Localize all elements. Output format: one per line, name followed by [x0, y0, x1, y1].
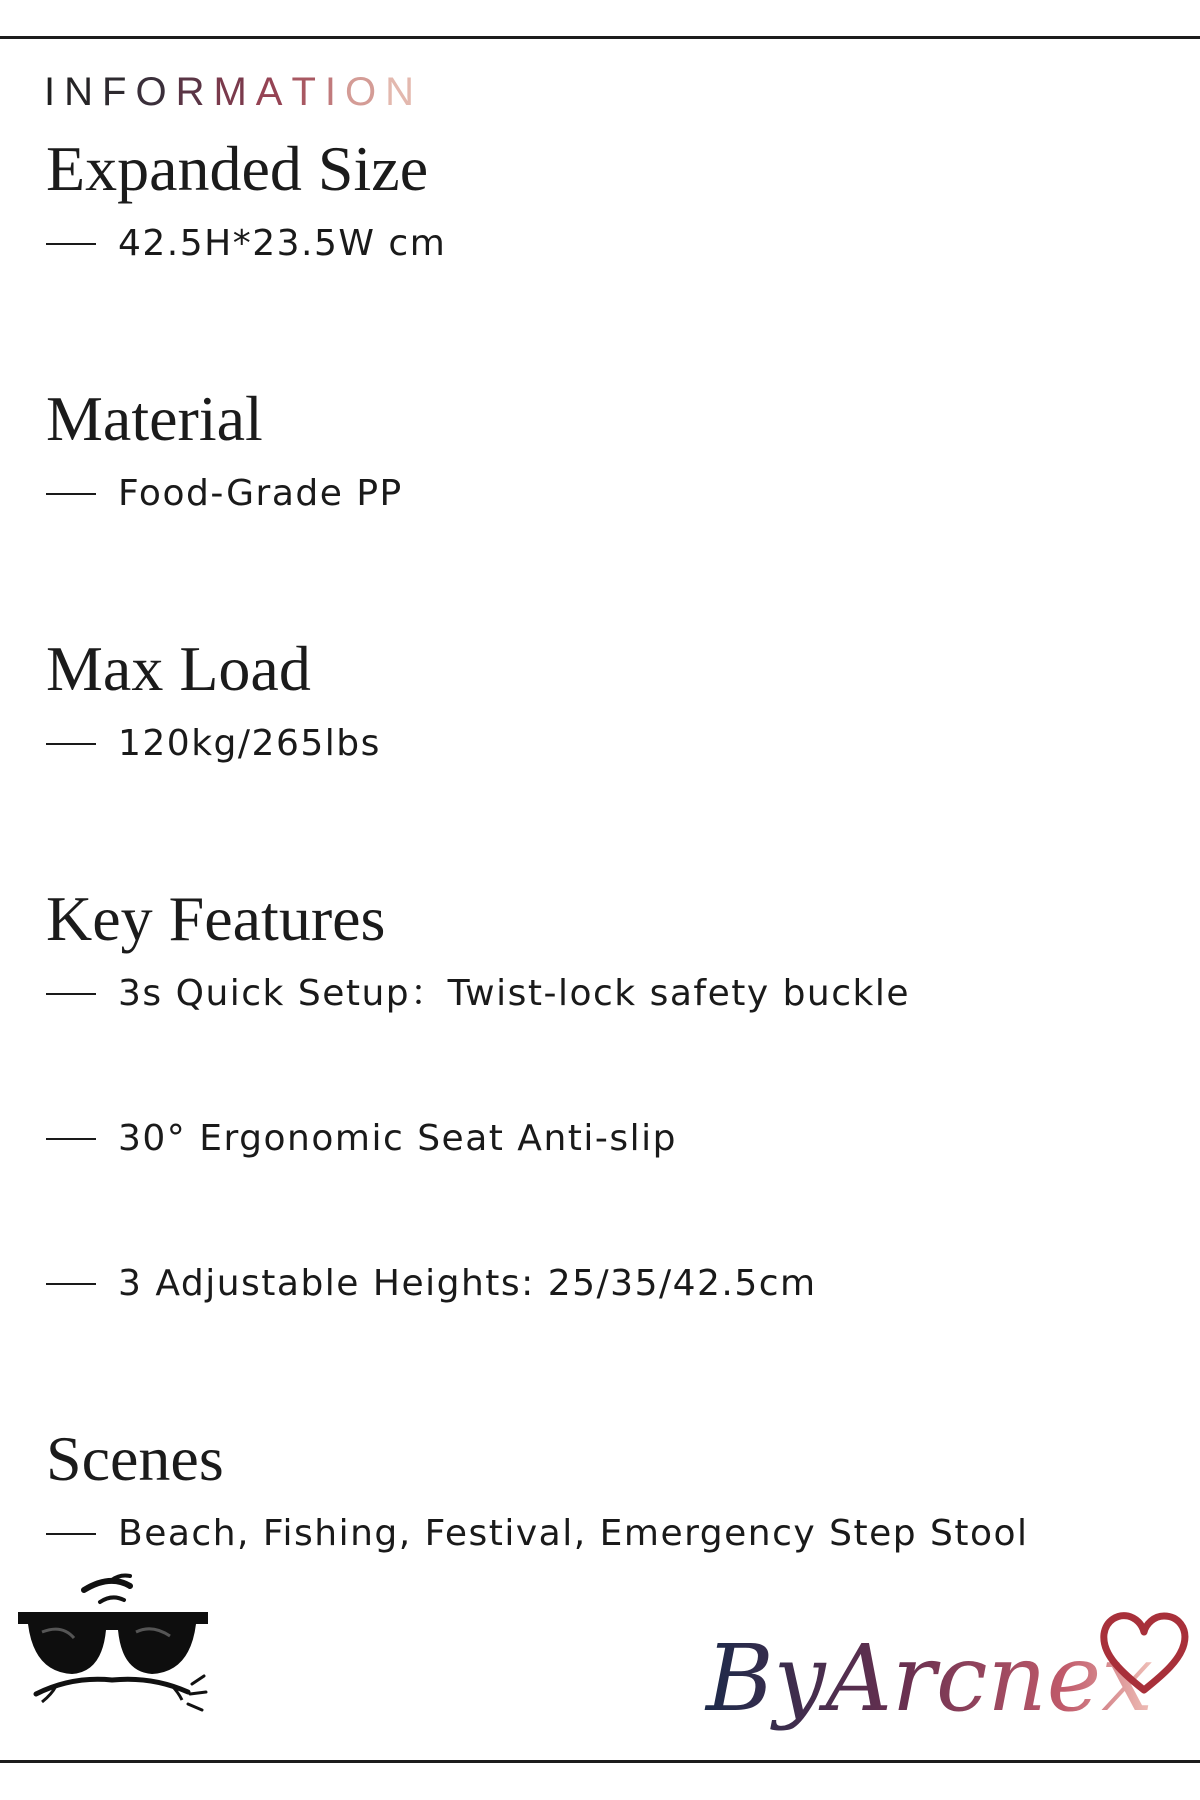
feature-text: 3s Quick Setup：Twist-lock safety buckle: [118, 973, 911, 1014]
section-expanded-size: [46, 132, 446, 266]
feature-item: [46, 1262, 910, 1306]
information-kicker: [44, 68, 423, 116]
section-material: [46, 382, 403, 516]
section-scenes: [46, 1422, 1029, 1556]
kicker-letter: I: [44, 70, 65, 114]
spec-item: [46, 1512, 1029, 1556]
spec-item: [46, 722, 381, 766]
section-heading: Expanded Size: [46, 133, 429, 204]
dash-icon: [46, 1138, 96, 1140]
bottom-divider: [0, 1760, 1200, 1763]
section-heading: Max Load: [46, 633, 311, 704]
spec-text: 42.5H*23.5W cm: [118, 223, 447, 264]
section-heading: Scenes: [46, 1423, 224, 1494]
section-heading: Key Features: [46, 883, 386, 954]
top-divider: [0, 36, 1200, 39]
section-heading: Material: [46, 383, 263, 454]
spec-text: 120kg/265lbs: [118, 723, 381, 764]
kicker-letter: O: [135, 70, 176, 114]
dash-icon: [46, 1533, 96, 1535]
section-key-features: [46, 882, 910, 1306]
feature-item: [46, 1117, 910, 1161]
kicker-letter: I: [324, 70, 346, 114]
dash-icon: [46, 493, 96, 495]
heart-icon: [1096, 1608, 1192, 1698]
dash-icon: [46, 743, 96, 745]
feature-item: [46, 972, 910, 1016]
kicker-letter: M: [213, 70, 256, 114]
spec-item: [46, 472, 403, 516]
kicker-letter: N: [64, 70, 103, 114]
logo-wordmark: ByArcnex: [706, 1625, 1154, 1732]
dash-icon: [46, 1283, 96, 1285]
feature-text: 30° Ergonomic Seat Anti-slip: [118, 1118, 677, 1159]
section-max-load: [46, 632, 381, 766]
byarcnex-logo: [700, 1598, 1200, 1758]
spec-text: Beach, Fishing, Festival, Emergency Step Stool: [118, 1513, 1029, 1554]
kicker-letter: T: [291, 70, 325, 114]
byarcnex-signature: [700, 1598, 1160, 1758]
spec-item: [46, 222, 446, 266]
sunglasses-face-icon: [12, 1572, 212, 1722]
kicker-letter: N: [385, 70, 424, 114]
kicker-letter: A: [255, 70, 292, 114]
kicker-letter: O: [345, 70, 386, 114]
kicker-letter: R: [175, 70, 214, 114]
spec-text: Food-Grade PP: [118, 473, 403, 514]
kicker-letter: F: [102, 70, 136, 114]
dash-icon: [46, 993, 96, 995]
dash-icon: [46, 243, 96, 245]
feature-text: 3 Adjustable Heights: 25/35/42.5cm: [118, 1263, 817, 1304]
